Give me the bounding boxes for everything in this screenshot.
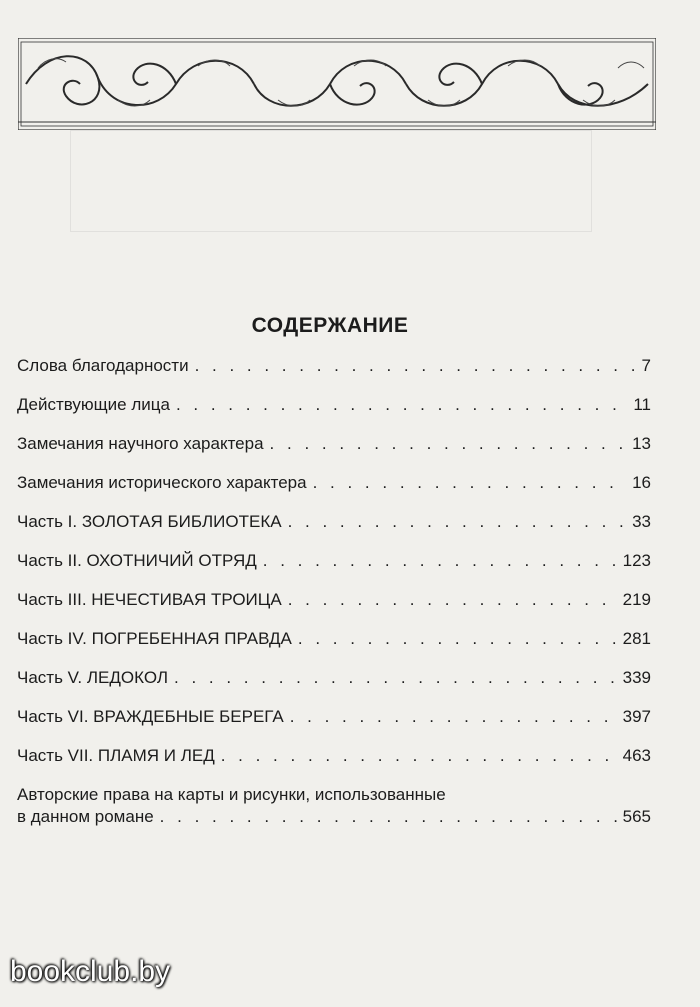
dot-leader: [288, 590, 617, 610]
toc-entry-page: 123: [622, 551, 651, 570]
toc-entry: [17, 395, 651, 434]
toc-entry-label: Часть V. ЛЕДОКОЛ: [17, 668, 169, 687]
toc-entry: [17, 629, 651, 668]
page-title: СОДЕРЖАНИЕ: [251, 314, 409, 337]
toc-entry-label-line2: в данном романе: [17, 807, 154, 826]
toc-entry-label: Часть VII. ПЛАМЯ И ЛЕД: [17, 746, 215, 765]
toc-entry-label: Часть II. ОХОТНИЧИЙ ОТРЯД: [17, 551, 257, 570]
toc-entry-multiline: [17, 785, 651, 835]
toc-entry-page: 463: [622, 746, 651, 765]
toc-entry-label: Часть VI. ВРАЖДЕБНЫЕ БЕРЕГА: [17, 707, 284, 726]
dot-leader: [160, 807, 617, 827]
toc-entry-page: 16: [632, 473, 651, 492]
dot-leader: [298, 629, 617, 649]
dot-leader: [195, 356, 636, 376]
toc-entry: [17, 668, 651, 707]
toc-entry: [17, 590, 651, 629]
toc-entry: [17, 746, 651, 785]
toc-entry-page: 339: [622, 668, 651, 687]
toc-entry-label: Замечания научного характера: [17, 434, 264, 453]
dot-leader: [176, 395, 627, 415]
toc-entry-label: Часть I. ЗОЛОТАЯ БИБЛИОТЕКА: [17, 512, 282, 531]
toc-entry-label-line1: Авторские права на карты и рисунки, использованные: [17, 785, 446, 804]
watermark: bookclub.by: [10, 955, 171, 988]
dot-leader: [174, 668, 617, 688]
dot-leader: [270, 434, 627, 454]
toc-entry-label: Часть III. НЕЧЕСТИВАЯ ТРОИЦА: [17, 590, 282, 609]
dot-leader: [313, 473, 626, 493]
dot-leader: [263, 551, 617, 571]
toc-entry-label: Действующие лица: [17, 395, 170, 414]
toc-entry-label: Слова благодарности: [17, 356, 189, 375]
decorative-ornament-header: [18, 38, 656, 130]
toc-entry-page: 565: [622, 807, 651, 826]
toc-entry: [17, 356, 651, 395]
toc-entry-page: 219: [622, 590, 651, 609]
bleed-through-frame: [70, 130, 592, 232]
toc-entry: [17, 473, 651, 512]
dot-leader: [288, 512, 627, 532]
toc-entry-page: 33: [632, 512, 651, 531]
toc-entry-page: 11: [633, 395, 651, 414]
toc-entry: [17, 512, 651, 551]
toc-entry: [17, 807, 651, 835]
toc-entry-page: 397: [622, 707, 651, 726]
toc-entry-page: 281: [622, 629, 651, 648]
toc-entry-label: Часть IV. ПОГРЕБЕННАЯ ПРАВДА: [17, 629, 292, 648]
dot-leader: [221, 746, 617, 766]
table-of-contents: [17, 356, 651, 835]
toc-entry-page: 7: [641, 356, 651, 375]
toc-entry: [17, 434, 651, 473]
toc-entry-label: Замечания исторического характера: [17, 473, 307, 492]
dot-leader: [290, 707, 617, 727]
toc-entry: [17, 551, 651, 590]
toc-entry: [17, 707, 651, 746]
toc-entry-page: 13: [632, 434, 651, 453]
